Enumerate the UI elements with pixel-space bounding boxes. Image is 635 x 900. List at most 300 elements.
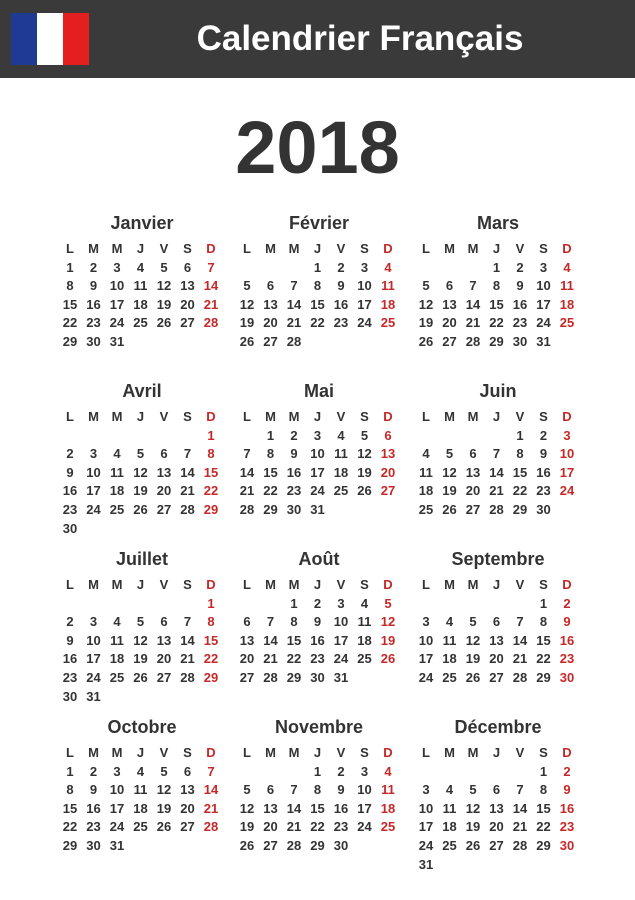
day-cell: 10	[333, 614, 349, 630]
sunday-day-cell: 28	[203, 819, 219, 835]
weekday-header: V	[515, 745, 525, 760]
day-cell: 6	[160, 446, 168, 462]
weekday-header: L	[243, 577, 251, 592]
sunday-day-cell: 18	[380, 800, 396, 816]
day-cell: 10	[357, 782, 372, 798]
day-cell: 25	[442, 838, 457, 853]
weekday-header: S	[360, 577, 369, 592]
weekday-header: D	[206, 577, 216, 592]
day-cell: 26	[357, 483, 372, 499]
day-cell: 7	[266, 614, 275, 630]
day-cell: 23	[536, 483, 551, 499]
day-cell: 3	[113, 763, 121, 779]
day-cell: 21	[512, 651, 528, 667]
day-cell: 5	[136, 446, 145, 462]
day-cell: 16	[536, 464, 551, 480]
day-cell: 1	[313, 763, 322, 779]
day-cell: 27	[156, 670, 172, 685]
day-cell: 2	[290, 427, 298, 443]
day-cell: 1	[313, 259, 322, 275]
day-cell: 11	[419, 464, 433, 480]
day-cell: 5	[360, 427, 369, 443]
weekday-header: M	[444, 745, 455, 760]
weekday-header: D	[383, 241, 393, 256]
day-cell: 10	[86, 464, 101, 480]
day-cell: 17	[109, 800, 125, 816]
day-cell: 24	[109, 315, 125, 331]
day-cell: 24	[86, 502, 101, 517]
day-cell: 31	[109, 838, 125, 853]
sunday-day-cell: 29	[203, 670, 219, 685]
day-cell: 12	[418, 296, 434, 312]
day-cell: 12	[465, 800, 481, 816]
month-name: Mai	[303, 381, 334, 401]
day-cell: 4	[113, 446, 121, 462]
weekday-header: S	[539, 745, 548, 760]
day-cell: 19	[239, 819, 255, 835]
day-cell: 21	[286, 315, 302, 331]
day-cell: 21	[286, 819, 302, 835]
weekday-header: D	[562, 577, 572, 592]
day-cell: 27	[180, 819, 195, 835]
day-cell: 27	[156, 502, 172, 517]
day-cell: 29	[286, 670, 302, 685]
day-cell: 7	[516, 782, 524, 798]
day-cell: 6	[183, 763, 192, 779]
day-cell: 1	[66, 763, 74, 779]
month-name: Septembre	[451, 549, 545, 569]
day-cell: 15	[286, 632, 302, 648]
day-cell: 21	[180, 651, 195, 667]
day-cell: 24	[418, 670, 434, 685]
day-cell: 16	[286, 464, 302, 480]
month-7	[58, 548, 226, 708]
weekday-header: M	[444, 241, 455, 256]
day-cell: 11	[442, 800, 457, 816]
day-cell: 13	[180, 782, 195, 798]
day-cell: 13	[180, 278, 195, 294]
day-cell: 25	[133, 315, 148, 331]
weekday-header: S	[539, 409, 548, 424]
day-cell: 11	[110, 464, 124, 480]
sunday-day-cell: 27	[380, 483, 396, 499]
day-cell: 23	[86, 315, 101, 331]
sunday-day-cell: 6	[384, 427, 392, 443]
day-cell: 30	[286, 502, 302, 517]
weekday-header: M	[88, 745, 99, 760]
day-cell: 30	[512, 334, 528, 349]
month-name: Février	[288, 213, 350, 233]
day-cell: 26	[133, 502, 148, 517]
weekday-header: J	[136, 409, 145, 424]
day-cell: 27	[489, 838, 504, 853]
day-cell: 16	[512, 296, 528, 312]
day-cell: 19	[465, 819, 481, 835]
weekday-header: V	[515, 241, 525, 256]
day-cell: 22	[489, 315, 504, 331]
day-cell: 13	[489, 632, 504, 648]
sunday-day-cell: 1	[207, 427, 215, 443]
day-cell: 15	[263, 464, 278, 480]
weekday-header: M	[88, 241, 99, 256]
month-name: Juillet	[115, 549, 168, 569]
day-cell: 5	[469, 782, 477, 798]
day-cell: 26	[133, 670, 148, 685]
day-cell: 18	[109, 483, 125, 499]
day-cell: 30	[536, 502, 551, 517]
day-cell: 31	[86, 688, 101, 704]
weekday-header: J	[136, 577, 145, 592]
day-cell: 18	[442, 819, 457, 835]
weekday-header: L	[243, 409, 251, 424]
day-cell: 24	[86, 670, 101, 685]
day-cell: 28	[286, 334, 302, 349]
day-cell: 24	[536, 315, 551, 331]
day-cell: 15	[310, 296, 325, 312]
weekday-header: M	[265, 745, 276, 760]
sunday-day-cell: 30	[559, 670, 575, 685]
day-cell: 22	[536, 651, 551, 667]
day-cell: 29	[512, 502, 528, 517]
day-cell: 15	[310, 800, 325, 816]
day-cell: 20	[180, 296, 195, 312]
day-cell: 24	[357, 315, 372, 331]
day-cell: 24	[357, 819, 372, 835]
weekday-header: S	[183, 577, 192, 592]
day-cell: 2	[66, 446, 74, 462]
day-cell: 12	[442, 464, 457, 480]
day-cell: 31	[333, 670, 349, 685]
day-cell: 2	[337, 763, 345, 779]
weekday-header: L	[243, 241, 251, 256]
sunday-day-cell: 11	[381, 278, 395, 294]
sunday-day-cell: 22	[203, 483, 219, 499]
day-cell: 6	[492, 782, 501, 798]
day-cell: 14	[263, 632, 278, 648]
month-4	[58, 380, 226, 540]
day-cell: 29	[263, 502, 278, 517]
sunday-day-cell: 17	[559, 464, 575, 480]
day-cell: 1	[516, 427, 524, 443]
weekday-header: D	[562, 409, 572, 424]
day-cell: 21	[263, 651, 278, 667]
day-cell: 8	[539, 782, 548, 798]
day-cell: 5	[445, 446, 454, 462]
day-cell: 30	[86, 334, 101, 349]
day-cell: 1	[539, 763, 548, 779]
day-cell: 14	[512, 632, 528, 648]
sunday-day-cell: 10	[559, 446, 575, 462]
sunday-day-cell: 25	[380, 819, 396, 835]
day-cell: 27	[263, 334, 278, 349]
sunday-day-cell: 23	[559, 651, 575, 667]
weekday-header: M	[467, 241, 479, 256]
weekday-header: L	[243, 745, 251, 760]
sunday-day-cell: 13	[380, 446, 396, 462]
day-cell: 2	[516, 259, 524, 275]
day-cell: 27	[263, 838, 278, 853]
sunday-day-cell: 15	[203, 464, 219, 480]
month-5	[235, 380, 403, 540]
day-cell: 6	[266, 278, 275, 294]
day-cell: 31	[418, 856, 434, 872]
day-cell: 25	[357, 651, 372, 667]
day-cell: 12	[133, 632, 148, 648]
month-2	[235, 212, 403, 372]
day-cell: 5	[243, 782, 251, 798]
day-cell: 17	[357, 800, 372, 816]
sunday-day-cell: 16	[559, 632, 575, 648]
day-cell: 13	[156, 632, 172, 648]
weekday-header: V	[336, 409, 346, 424]
sunday-day-cell: 24	[559, 483, 575, 499]
day-cell: 9	[290, 446, 298, 462]
day-cell: 21	[239, 483, 255, 499]
day-cell: 16	[310, 632, 325, 648]
month-6	[414, 380, 582, 540]
weekday-header: D	[383, 577, 393, 592]
day-cell: 15	[512, 464, 528, 480]
day-cell: 26	[418, 334, 434, 349]
day-cell: 9	[89, 278, 98, 294]
day-cell: 8	[266, 446, 275, 462]
day-cell: 20	[180, 800, 195, 816]
weekday-header: V	[159, 409, 169, 424]
day-cell: 18	[109, 651, 125, 667]
day-cell: 11	[133, 278, 148, 294]
sunday-day-cell: 14	[203, 278, 219, 294]
sunday-day-cell: 9	[563, 614, 571, 630]
sunday-day-cell: 21	[203, 296, 219, 312]
day-cell: 26	[156, 315, 172, 331]
day-cell: 10	[86, 632, 101, 648]
day-cell: 14	[512, 800, 528, 816]
day-cell: 4	[337, 427, 345, 443]
day-cell: 8	[313, 782, 322, 798]
weekday-header: S	[183, 241, 192, 256]
day-cell: 21	[512, 819, 528, 835]
weekday-header: L	[422, 241, 430, 256]
day-cell: 27	[442, 334, 457, 349]
day-cell: 9	[337, 278, 345, 294]
day-cell: 1	[266, 427, 275, 443]
sunday-day-cell: 14	[203, 782, 219, 798]
sunday-day-cell: 1	[207, 595, 215, 611]
sunday-day-cell: 30	[559, 838, 575, 853]
day-cell: 12	[156, 278, 172, 294]
month-8	[235, 548, 403, 708]
day-cell: 19	[239, 315, 255, 331]
day-cell: 18	[418, 483, 434, 499]
weekday-header: L	[66, 409, 74, 424]
day-cell: 3	[360, 259, 369, 275]
day-cell: 3	[539, 259, 548, 275]
day-cell: 18	[333, 464, 349, 480]
weekday-header: D	[206, 409, 216, 424]
day-cell: 21	[489, 483, 504, 499]
day-cell: 22	[263, 483, 278, 499]
sunday-day-cell: 15	[203, 632, 219, 648]
sunday-day-cell: 16	[559, 800, 575, 816]
day-cell: 10	[536, 278, 551, 294]
day-cell: 22	[286, 651, 302, 667]
day-cell: 20	[263, 819, 278, 835]
day-cell: 16	[333, 296, 349, 312]
sunday-day-cell: 18	[380, 296, 396, 312]
day-cell: 15	[62, 800, 78, 816]
day-cell: 9	[539, 446, 548, 462]
sunday-day-cell: 7	[207, 763, 215, 779]
day-cell: 9	[313, 614, 322, 630]
day-cell: 29	[62, 334, 78, 349]
day-cell: 22	[536, 819, 551, 835]
day-cell: 29	[536, 670, 551, 685]
sunday-day-cell: 20	[380, 464, 396, 480]
weekday-header: M	[288, 577, 300, 592]
day-cell: 7	[243, 446, 251, 462]
day-cell: 27	[465, 502, 481, 517]
day-cell: 5	[136, 614, 145, 630]
header-title: Calendrier Français	[196, 19, 524, 58]
day-cell: 19	[418, 315, 434, 331]
day-cell: 9	[89, 782, 98, 798]
weekday-header: V	[159, 577, 169, 592]
weekday-header: L	[422, 577, 430, 592]
weekday-header: M	[265, 577, 276, 592]
day-cell: 1	[539, 595, 548, 611]
day-cell: 9	[337, 782, 345, 798]
day-cell: 6	[160, 614, 168, 630]
month-9	[414, 548, 582, 708]
year-title: 2018	[235, 106, 400, 189]
weekday-header: M	[288, 745, 300, 760]
day-cell: 23	[310, 651, 325, 667]
day-cell: 25	[442, 670, 457, 685]
weekday-header: J	[136, 745, 145, 760]
day-cell: 22	[62, 819, 78, 835]
day-cell: 29	[310, 838, 325, 853]
day-cell: 8	[539, 614, 548, 630]
day-cell: 28	[512, 838, 528, 853]
day-cell: 3	[360, 763, 369, 779]
day-cell: 19	[133, 483, 148, 499]
sunday-day-cell: 8	[207, 446, 215, 462]
month-name: Mars	[476, 213, 520, 233]
sunday-day-cell: 2	[563, 763, 571, 779]
day-cell: 17	[418, 819, 434, 835]
day-cell: 30	[62, 688, 78, 704]
day-cell: 14	[286, 296, 302, 312]
month-name: Novembre	[274, 717, 364, 737]
day-cell: 10	[109, 278, 125, 294]
day-cell: 5	[422, 278, 430, 294]
month-name: Octobre	[107, 717, 177, 737]
day-cell: 14	[239, 464, 255, 480]
weekday-header: M	[88, 409, 99, 424]
day-cell: 23	[62, 502, 78, 517]
day-cell: 31	[536, 334, 551, 349]
day-cell: 6	[445, 278, 454, 294]
day-cell: 7	[183, 614, 192, 630]
day-cell: 28	[489, 502, 504, 517]
day-cell: 8	[313, 278, 322, 294]
day-cell: 19	[465, 651, 481, 667]
day-cell: 12	[357, 446, 372, 462]
day-cell: 27	[239, 670, 255, 685]
day-cell: 10	[310, 446, 325, 462]
day-cell: 19	[156, 296, 172, 312]
day-cell: 8	[66, 278, 74, 294]
day-cell: 7	[492, 446, 501, 462]
day-cell: 28	[465, 334, 481, 349]
day-cell: 4	[445, 614, 454, 630]
day-cell: 17	[536, 296, 551, 312]
day-cell: 28	[239, 502, 255, 517]
sunday-day-cell: 4	[563, 259, 571, 275]
day-cell: 12	[465, 632, 481, 648]
day-cell: 9	[66, 464, 74, 480]
day-cell: 21	[180, 483, 195, 499]
day-cell: 2	[89, 259, 98, 275]
day-cell: 16	[86, 800, 101, 816]
sunday-day-cell: 18	[559, 296, 575, 312]
day-cell: 20	[489, 651, 504, 667]
month-name: Janvier	[110, 213, 174, 233]
day-cell: 25	[109, 670, 125, 685]
sunday-day-cell: 29	[203, 502, 219, 517]
day-cell: 13	[465, 464, 481, 480]
month-1	[58, 212, 226, 372]
weekday-header: L	[66, 241, 74, 256]
weekday-header: M	[467, 409, 479, 424]
day-cell: 6	[243, 614, 251, 630]
day-cell: 8	[492, 278, 501, 294]
day-cell: 28	[180, 670, 195, 685]
day-cell: 7	[516, 614, 524, 630]
weekday-header: V	[159, 745, 169, 760]
day-cell: 30	[86, 838, 101, 853]
day-cell: 1	[66, 259, 74, 275]
day-cell: 17	[310, 464, 325, 480]
weekday-header: M	[467, 745, 479, 760]
weekday-header: M	[288, 409, 300, 424]
day-cell: 9	[66, 632, 74, 648]
weekday-header: M	[467, 577, 479, 592]
month-3	[414, 212, 582, 372]
weekday-header: L	[422, 745, 430, 760]
sunday-day-cell: 22	[203, 651, 219, 667]
sunday-day-cell: 3	[563, 427, 571, 443]
weekday-header: M	[288, 241, 300, 256]
weekday-header: M	[111, 241, 123, 256]
weekday-header: S	[539, 241, 548, 256]
day-cell: 13	[156, 464, 172, 480]
day-cell: 3	[313, 427, 322, 443]
day-cell: 20	[442, 315, 457, 331]
day-cell: 6	[266, 782, 275, 798]
day-cell: 16	[86, 296, 101, 312]
day-cell: 19	[442, 483, 457, 499]
day-cell: 28	[180, 502, 195, 517]
day-cell: 1	[290, 595, 298, 611]
day-cell: 12	[239, 296, 255, 312]
day-cell: 4	[445, 782, 454, 798]
weekday-header: J	[136, 241, 145, 256]
day-cell: 29	[536, 838, 551, 853]
month-name: Décembre	[454, 717, 542, 737]
day-cell: 7	[469, 278, 477, 294]
day-cell: 3	[89, 446, 98, 462]
